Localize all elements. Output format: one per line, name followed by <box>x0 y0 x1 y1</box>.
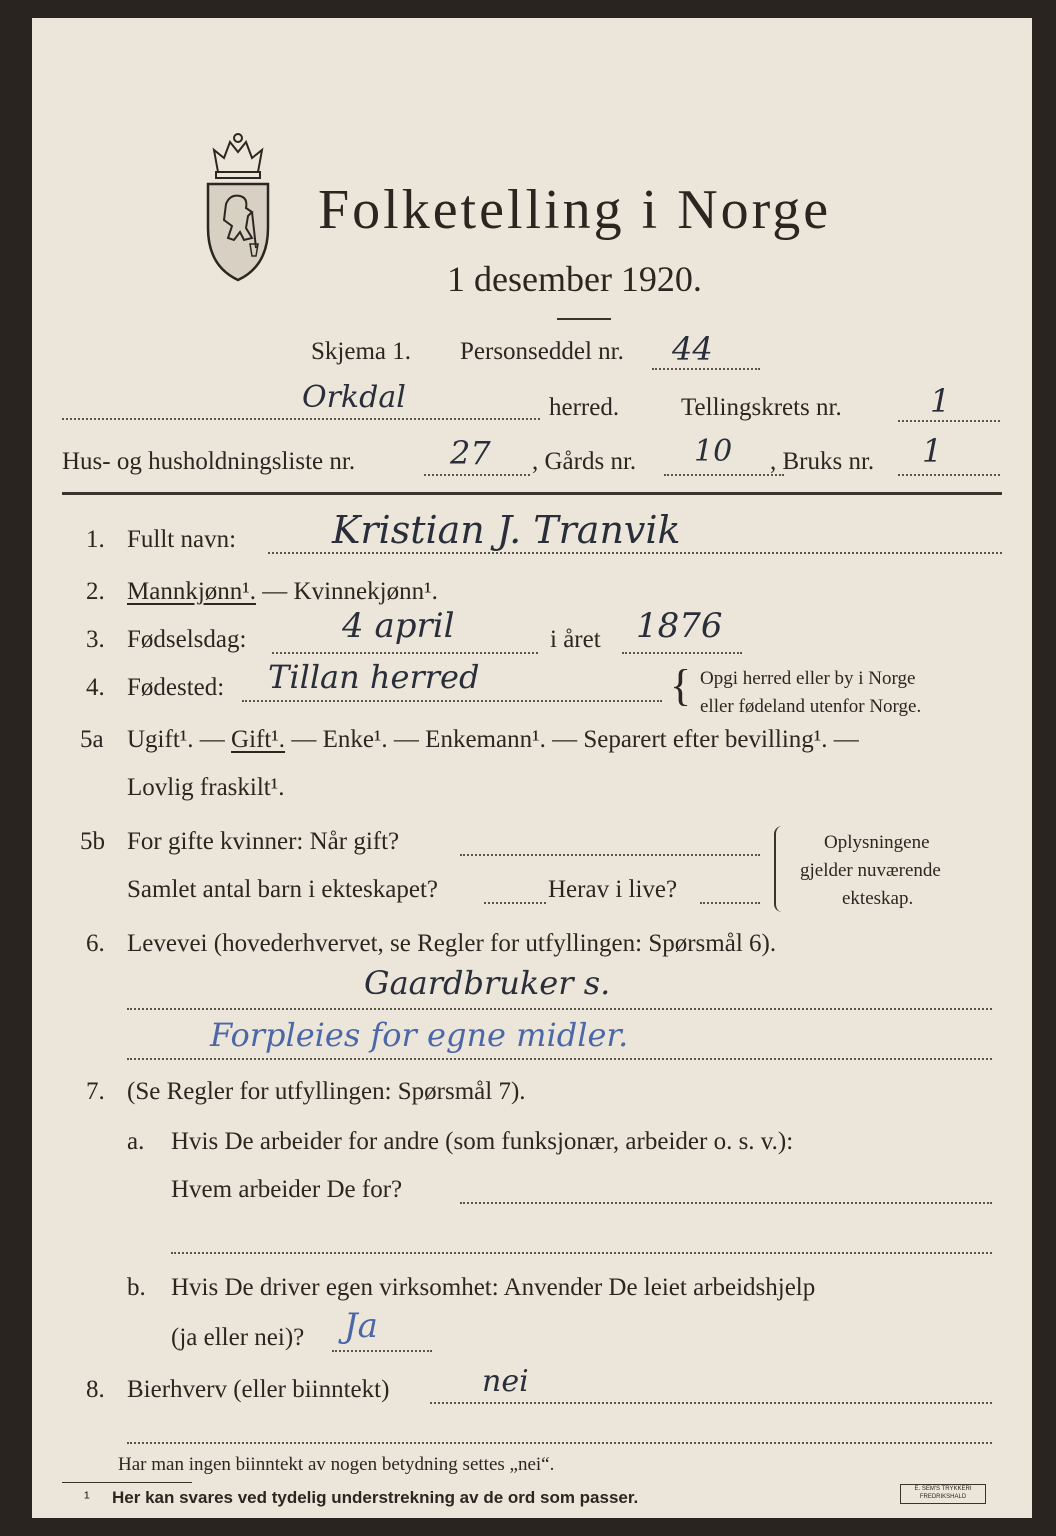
q6-value-line1: Gaardbruker s. <box>364 964 611 1002</box>
q4-note-line1: Opgi herred eller by i Norge <box>700 668 916 689</box>
coat-of-arms-icon <box>200 128 276 288</box>
q5b-label1: For gifte kvinner: Når gift? <box>127 828 400 855</box>
q5a-options <box>127 726 859 754</box>
herred-label: herred. <box>549 394 620 421</box>
q1-number: 1. <box>86 526 105 553</box>
q3-year-label: i året <box>550 626 601 653</box>
q4-value: Tillan herred <box>268 658 480 696</box>
q7a-label2: Hvem arbeider De for? <box>171 1176 403 1203</box>
personseddel-label: Personseddel nr. <box>460 338 624 365</box>
q5b-note-line1: Oplysningene <box>824 832 930 853</box>
q8-field-line2 <box>127 1442 992 1444</box>
q3-field-line <box>272 652 538 654</box>
q5b-alive-field-line <box>700 902 760 904</box>
q8-number: 8. <box>86 1376 105 1403</box>
herred-value: Orkdal <box>302 380 406 415</box>
skjema-label: Skjema 1. <box>311 338 411 365</box>
hus-label: Hus- og husholdningsliste nr. <box>62 448 356 475</box>
q7b-value: Ja <box>344 1306 378 1346</box>
q5b-label3: Herav i live? <box>548 876 678 903</box>
q4-note-line2: eller fødeland utenfor Norge. <box>700 696 922 717</box>
q5b-note-line2: gjelder nuværende <box>800 860 941 881</box>
personseddel-value: 44 <box>672 330 713 368</box>
q5b-label2: Samlet antal barn i ekteskapet? <box>127 876 438 903</box>
q5b-children-field-line <box>484 902 546 904</box>
q5b-number: 5b <box>80 828 105 855</box>
q3-number: 3. <box>86 626 105 653</box>
bruks-field-line <box>898 474 1000 476</box>
q7b-label2: (ja eller nei)? <box>171 1324 305 1351</box>
q5b-note-line3: ekteskap. <box>842 888 914 909</box>
q8-value: nei <box>482 1364 529 1399</box>
q8-label: Bierhverv (eller biinntekt) <box>127 1376 390 1403</box>
q7a-label1: Hvis De arbeider for andre (som funksjonær, arbeider o. s. v.): <box>171 1128 794 1155</box>
q3-label: Fødselsdag: <box>127 626 247 653</box>
q8-field-line1 <box>430 1402 992 1404</box>
q6-number: 6. <box>86 930 105 957</box>
q4-label: Fødested: <box>127 674 225 701</box>
form-title: Folketelling i Norge <box>318 179 832 241</box>
header-divider <box>557 318 611 320</box>
q1-value: Kristian J. Tranvik <box>332 508 681 552</box>
census-date: 1 desember 1920. <box>447 259 702 299</box>
q7-number: 7. <box>86 1078 105 1105</box>
footer-note: Har man ingen biinntekt av nogen betydning settes „nei“. <box>118 1454 555 1475</box>
printer-stamp-line2: FREDRIKSHALD <box>919 1494 967 1500</box>
q2-number: 2. <box>86 578 105 605</box>
q7a-letter: a. <box>127 1128 145 1155</box>
footnote-text: Her kan svares ved tydelig understrekning av de ord som passer. <box>112 1488 639 1507</box>
q3-value: 4 april <box>342 606 455 646</box>
footnote-divider <box>62 1482 192 1483</box>
q7b-letter: b. <box>127 1274 146 1301</box>
q4-brace: { <box>670 661 692 710</box>
footnote-mark: ¹ <box>84 1488 90 1507</box>
q6-field-line1 <box>127 1008 992 1010</box>
bruks-value: 1 <box>922 432 943 470</box>
herred-field-line <box>62 418 540 420</box>
personseddel-field-line <box>652 368 760 370</box>
gards-field-line <box>664 474 784 476</box>
q7a-field-line2 <box>171 1252 992 1254</box>
q6-value-line2: Forpleies for egne midler. <box>210 1016 629 1054</box>
q2-male-option <box>127 578 438 606</box>
gards-label: , Gårds nr. <box>532 448 637 475</box>
q5a-other-options: — Enke¹. — Enkemann¹. — Separert efter bevilling¹. — <box>285 726 859 753</box>
section-divider <box>62 492 1002 495</box>
q2-male-underlined: Mannkjønn¹. <box>127 578 257 605</box>
q5a-line2: Lovlig fraskilt¹. <box>127 774 285 801</box>
q5a-gift-underlined: Gift¹. <box>231 726 286 753</box>
q5a-ugift: Ugift¹. — <box>127 726 232 753</box>
q6-label: Levevei (hovederhvervet, se Regler for utfyllingen: Spørsmål 6). <box>127 930 777 957</box>
q7b-label1: Hvis De driver egen virksomhet: Anvender De leiet arbeidshjelp <box>171 1274 816 1301</box>
hus-value: 27 <box>450 434 491 472</box>
tellingskrets-field-line <box>898 420 1000 422</box>
q2-female-option: — Kvinnekjønn¹. <box>256 578 438 605</box>
q1-field-line <box>268 552 1002 554</box>
q7b-field-line <box>332 1350 432 1352</box>
hus-field-line <box>424 474 530 476</box>
q4-field-line <box>242 700 662 702</box>
bruks-label: , Bruks nr. <box>770 448 875 475</box>
q4-number: 4. <box>86 674 105 701</box>
q3-year-value: 1876 <box>636 606 723 646</box>
printer-stamp <box>900 1484 986 1504</box>
q3-year-field-line <box>622 652 742 654</box>
printer-stamp-line1: E. SEM'S TRYKKERI <box>914 1486 972 1492</box>
q5b-bracket <box>774 826 784 912</box>
q5a-number: 5a <box>80 726 104 753</box>
q1-label: Fullt navn: <box>127 526 237 553</box>
q7-label: (Se Regler for utfyllingen: Spørsmål 7). <box>127 1078 526 1105</box>
census-form-page <box>32 18 1032 1518</box>
q7a-field-line1 <box>460 1202 992 1204</box>
q6-field-line2 <box>127 1058 992 1060</box>
tellingskrets-value: 1 <box>930 382 951 420</box>
q5b-married-field-line <box>460 854 760 856</box>
gards-value: 10 <box>694 434 733 469</box>
tellingskrets-label: Tellingskrets nr. <box>681 394 842 421</box>
